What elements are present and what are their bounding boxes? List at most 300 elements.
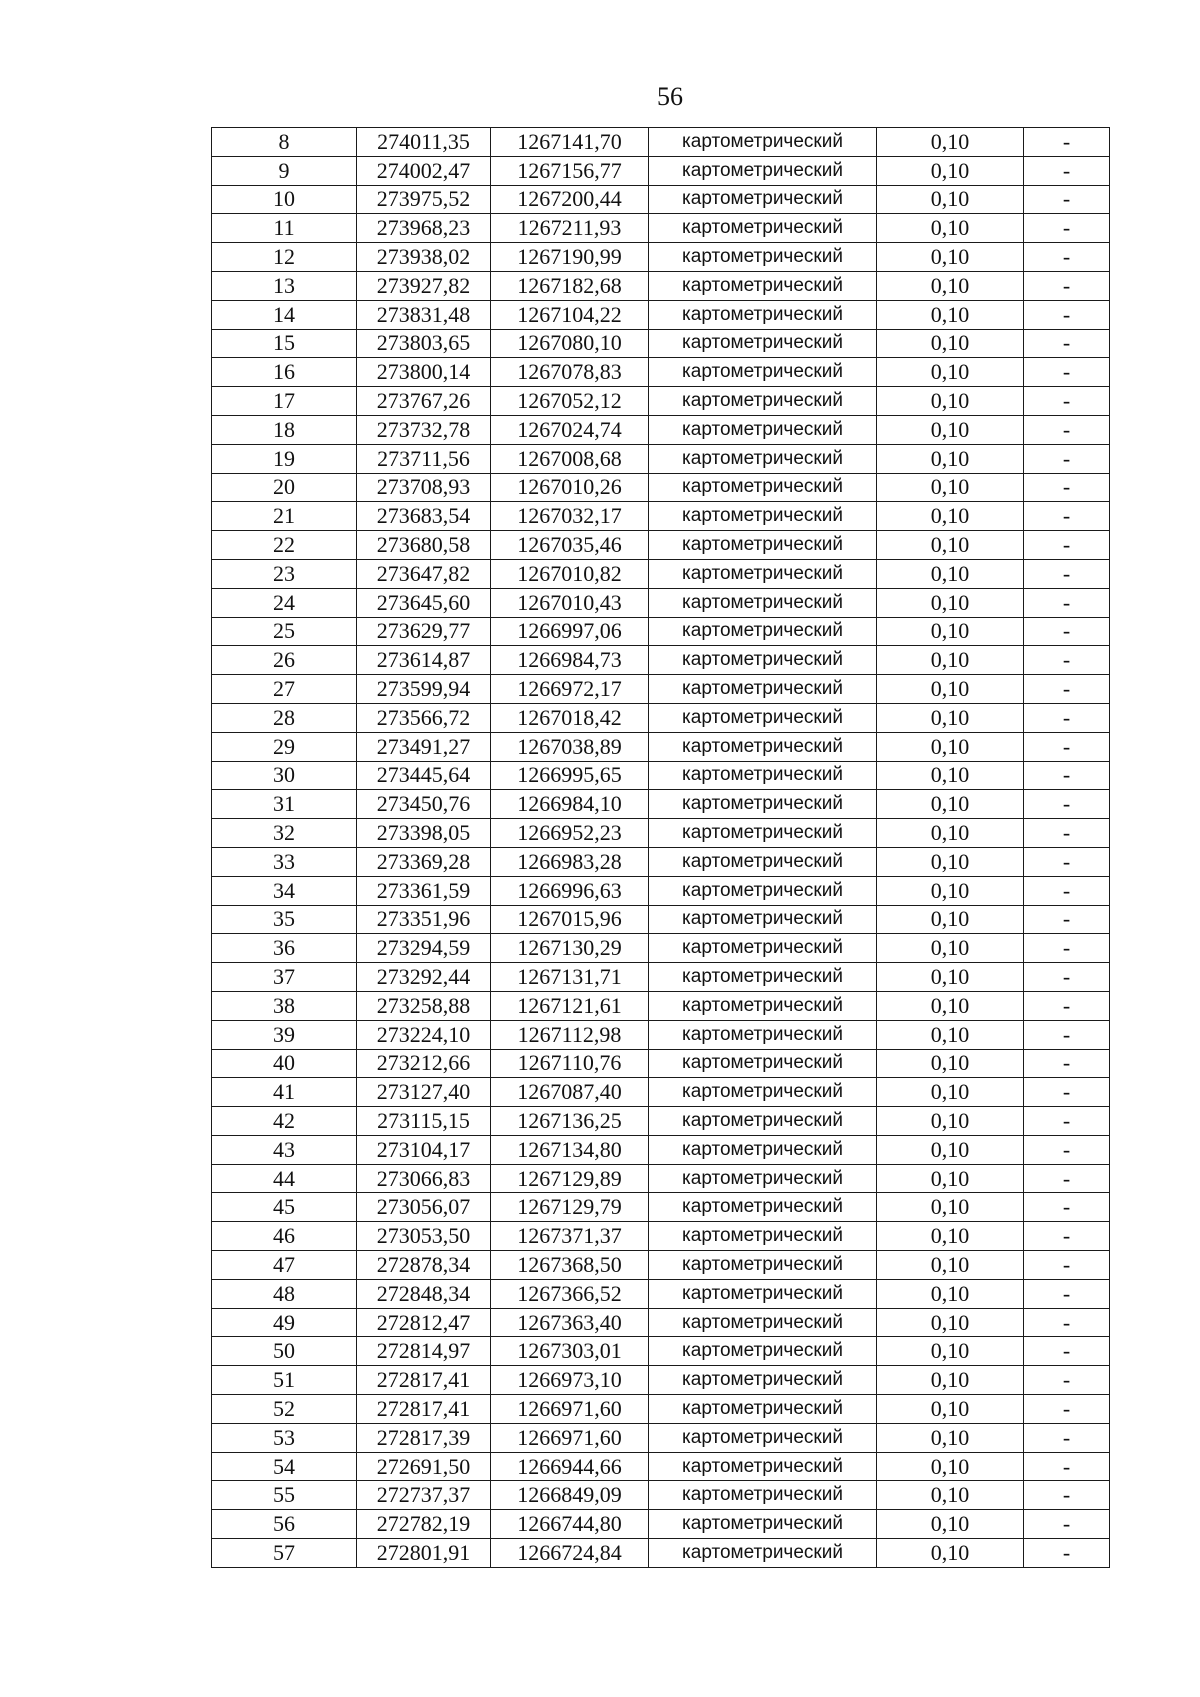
y-coordinate-cell: 1266983,28 — [491, 847, 649, 876]
x-coordinate-cell: 272691,50 — [357, 1452, 491, 1481]
y-coordinate-cell: 1267080,10 — [491, 329, 649, 358]
table-row — [212, 761, 1110, 790]
table-row — [212, 819, 1110, 848]
accuracy-cell: 0,10 — [877, 156, 1024, 185]
point-number-cell: 39 — [212, 1020, 357, 1049]
point-number-cell: 24 — [212, 588, 357, 617]
x-coordinate-cell: 274011,35 — [357, 128, 491, 157]
point-number-cell: 10 — [212, 185, 357, 214]
point-number-cell: 50 — [212, 1337, 357, 1366]
x-coordinate-cell: 273647,82 — [357, 559, 491, 588]
method-cell: картометрический — [649, 502, 877, 531]
point-number-cell: 36 — [212, 934, 357, 963]
method-cell: картометрический — [649, 1222, 877, 1251]
table-row — [212, 387, 1110, 416]
point-number-cell: 30 — [212, 761, 357, 790]
x-coordinate-cell: 273599,94 — [357, 675, 491, 704]
point-number-cell: 17 — [212, 387, 357, 416]
note-cell: - — [1024, 502, 1110, 531]
method-cell: картометрический — [649, 1395, 877, 1424]
table-row — [212, 415, 1110, 444]
method-cell: картометрический — [649, 1049, 877, 1078]
y-coordinate-cell: 1267130,29 — [491, 934, 649, 963]
method-cell: картометрический — [649, 963, 877, 992]
y-coordinate-cell: 1267368,50 — [491, 1251, 649, 1280]
y-coordinate-cell: 1267200,44 — [491, 185, 649, 214]
method-cell: картометрический — [649, 243, 877, 272]
accuracy-cell: 0,10 — [877, 847, 1024, 876]
method-cell: картометрический — [649, 790, 877, 819]
x-coordinate-cell: 273800,14 — [357, 358, 491, 387]
x-coordinate-cell: 273224,10 — [357, 1020, 491, 1049]
method-cell: картометрический — [649, 271, 877, 300]
accuracy-cell: 0,10 — [877, 185, 1024, 214]
table-row — [212, 991, 1110, 1020]
note-cell: - — [1024, 1510, 1110, 1539]
x-coordinate-cell: 273566,72 — [357, 703, 491, 732]
note-cell: - — [1024, 934, 1110, 963]
table-row — [212, 847, 1110, 876]
x-coordinate-cell: 273831,48 — [357, 300, 491, 329]
y-coordinate-cell: 1267363,40 — [491, 1308, 649, 1337]
point-number-cell: 11 — [212, 214, 357, 243]
table-row — [212, 444, 1110, 473]
note-cell: - — [1024, 675, 1110, 704]
method-cell: картометрический — [649, 1164, 877, 1193]
accuracy-cell: 0,10 — [877, 214, 1024, 243]
y-coordinate-cell: 1267303,01 — [491, 1337, 649, 1366]
x-coordinate-cell: 273127,40 — [357, 1078, 491, 1107]
x-coordinate-cell: 272782,19 — [357, 1510, 491, 1539]
y-coordinate-cell: 1267366,52 — [491, 1279, 649, 1308]
y-coordinate-cell: 1266971,60 — [491, 1395, 649, 1424]
y-coordinate-cell: 1267134,80 — [491, 1135, 649, 1164]
table-row — [212, 732, 1110, 761]
table-row — [212, 1020, 1110, 1049]
method-cell: картометрический — [649, 905, 877, 934]
point-number-cell: 23 — [212, 559, 357, 588]
accuracy-cell: 0,10 — [877, 761, 1024, 790]
note-cell: - — [1024, 1049, 1110, 1078]
point-number-cell: 56 — [212, 1510, 357, 1539]
point-number-cell: 52 — [212, 1395, 357, 1424]
y-coordinate-cell: 1266984,10 — [491, 790, 649, 819]
method-cell: картометрический — [649, 1510, 877, 1539]
point-number-cell: 27 — [212, 675, 357, 704]
note-cell: - — [1024, 387, 1110, 416]
note-cell: - — [1024, 271, 1110, 300]
note-cell: - — [1024, 185, 1110, 214]
accuracy-cell: 0,10 — [877, 646, 1024, 675]
method-cell: картометрический — [649, 387, 877, 416]
y-coordinate-cell: 1267035,46 — [491, 531, 649, 560]
y-coordinate-cell: 1267121,61 — [491, 991, 649, 1020]
method-cell: картометрический — [649, 1452, 877, 1481]
point-number-cell: 12 — [212, 243, 357, 272]
accuracy-cell: 0,10 — [877, 1366, 1024, 1395]
point-number-cell: 22 — [212, 531, 357, 560]
table-row — [212, 185, 1110, 214]
point-number-cell: 46 — [212, 1222, 357, 1251]
point-number-cell: 9 — [212, 156, 357, 185]
y-coordinate-cell: 1267110,76 — [491, 1049, 649, 1078]
accuracy-cell: 0,10 — [877, 703, 1024, 732]
note-cell: - — [1024, 1366, 1110, 1395]
accuracy-cell: 0,10 — [877, 1135, 1024, 1164]
method-cell: картометрический — [649, 1481, 877, 1510]
table-row — [212, 1423, 1110, 1452]
y-coordinate-cell: 1267131,71 — [491, 963, 649, 992]
table-row — [212, 1049, 1110, 1078]
note-cell: - — [1024, 819, 1110, 848]
point-number-cell: 55 — [212, 1481, 357, 1510]
y-coordinate-cell: 1267087,40 — [491, 1078, 649, 1107]
point-number-cell: 47 — [212, 1251, 357, 1280]
point-number-cell: 21 — [212, 502, 357, 531]
method-cell: картометрический — [649, 1251, 877, 1280]
x-coordinate-cell: 273708,93 — [357, 473, 491, 502]
x-coordinate-cell: 273629,77 — [357, 617, 491, 646]
note-cell: - — [1024, 214, 1110, 243]
method-cell: картометрический — [649, 1308, 877, 1337]
x-coordinate-cell: 273056,07 — [357, 1193, 491, 1222]
point-number-cell: 31 — [212, 790, 357, 819]
method-cell: картометрический — [649, 214, 877, 243]
note-cell: - — [1024, 1452, 1110, 1481]
method-cell: картометрический — [649, 1337, 877, 1366]
accuracy-cell: 0,10 — [877, 271, 1024, 300]
x-coordinate-cell: 273732,78 — [357, 415, 491, 444]
table-row — [212, 963, 1110, 992]
method-cell: картометрический — [649, 646, 877, 675]
x-coordinate-cell: 274002,47 — [357, 156, 491, 185]
accuracy-cell: 0,10 — [877, 358, 1024, 387]
note-cell: - — [1024, 1164, 1110, 1193]
table-row — [212, 1337, 1110, 1366]
point-number-cell: 29 — [212, 732, 357, 761]
y-coordinate-cell: 1266944,66 — [491, 1452, 649, 1481]
method-cell: картометрический — [649, 819, 877, 848]
point-number-cell: 18 — [212, 415, 357, 444]
point-number-cell: 54 — [212, 1452, 357, 1481]
x-coordinate-cell: 273292,44 — [357, 963, 491, 992]
note-cell: - — [1024, 1078, 1110, 1107]
x-coordinate-cell: 273711,56 — [357, 444, 491, 473]
point-number-cell: 26 — [212, 646, 357, 675]
y-coordinate-cell: 1266744,80 — [491, 1510, 649, 1539]
table-row — [212, 1107, 1110, 1136]
point-number-cell: 49 — [212, 1308, 357, 1337]
x-coordinate-cell: 273258,88 — [357, 991, 491, 1020]
note-cell: - — [1024, 1279, 1110, 1308]
note-cell: - — [1024, 559, 1110, 588]
method-cell: картометрический — [649, 185, 877, 214]
table-row — [212, 1193, 1110, 1222]
point-number-cell: 43 — [212, 1135, 357, 1164]
point-number-cell: 42 — [212, 1107, 357, 1136]
accuracy-cell: 0,10 — [877, 1078, 1024, 1107]
accuracy-cell: 0,10 — [877, 991, 1024, 1020]
method-cell: картометрический — [649, 1539, 877, 1568]
note-cell: - — [1024, 963, 1110, 992]
x-coordinate-cell: 273066,83 — [357, 1164, 491, 1193]
table-row — [212, 703, 1110, 732]
method-cell: картометрический — [649, 991, 877, 1020]
note-cell: - — [1024, 1481, 1110, 1510]
note-cell: - — [1024, 1337, 1110, 1366]
method-cell: картометрический — [649, 559, 877, 588]
note-cell: - — [1024, 905, 1110, 934]
x-coordinate-cell: 272817,39 — [357, 1423, 491, 1452]
x-coordinate-cell: 273927,82 — [357, 271, 491, 300]
table-row — [212, 1510, 1110, 1539]
point-number-cell: 41 — [212, 1078, 357, 1107]
note-cell: - — [1024, 156, 1110, 185]
note-cell: - — [1024, 444, 1110, 473]
method-cell: картометрический — [649, 473, 877, 502]
table-row — [212, 156, 1110, 185]
method-cell: картометрический — [649, 358, 877, 387]
table-row — [212, 934, 1110, 963]
table-row — [212, 588, 1110, 617]
note-cell: - — [1024, 1222, 1110, 1251]
table-row — [212, 329, 1110, 358]
method-cell: картометрический — [649, 1078, 877, 1107]
accuracy-cell: 0,10 — [877, 934, 1024, 963]
method-cell: картометрический — [649, 876, 877, 905]
y-coordinate-cell: 1267104,22 — [491, 300, 649, 329]
note-cell: - — [1024, 1135, 1110, 1164]
accuracy-cell: 0,10 — [877, 1337, 1024, 1366]
table-row — [212, 300, 1110, 329]
note-cell: - — [1024, 646, 1110, 675]
method-cell: картометрический — [649, 415, 877, 444]
y-coordinate-cell: 1267024,74 — [491, 415, 649, 444]
note-cell: - — [1024, 588, 1110, 617]
method-cell: картометрический — [649, 1020, 877, 1049]
table-row — [212, 559, 1110, 588]
accuracy-cell: 0,10 — [877, 617, 1024, 646]
method-cell: картометрический — [649, 531, 877, 560]
table-row — [212, 1481, 1110, 1510]
accuracy-cell: 0,10 — [877, 1251, 1024, 1280]
accuracy-cell: 0,10 — [877, 1279, 1024, 1308]
y-coordinate-cell: 1266971,60 — [491, 1423, 649, 1452]
x-coordinate-cell: 273115,15 — [357, 1107, 491, 1136]
accuracy-cell: 0,10 — [877, 329, 1024, 358]
table-row — [212, 128, 1110, 157]
x-coordinate-cell: 272814,97 — [357, 1337, 491, 1366]
table-row — [212, 1366, 1110, 1395]
method-cell: картометрический — [649, 128, 877, 157]
x-coordinate-cell: 273351,96 — [357, 905, 491, 934]
accuracy-cell: 0,10 — [877, 128, 1024, 157]
accuracy-cell: 0,10 — [877, 473, 1024, 502]
table-row — [212, 790, 1110, 819]
accuracy-cell: 0,10 — [877, 1049, 1024, 1078]
accuracy-cell: 0,10 — [877, 819, 1024, 848]
accuracy-cell: 0,10 — [877, 1539, 1024, 1568]
accuracy-cell: 0,10 — [877, 1193, 1024, 1222]
method-cell: картометрический — [649, 732, 877, 761]
note-cell: - — [1024, 243, 1110, 272]
accuracy-cell: 0,10 — [877, 300, 1024, 329]
accuracy-cell: 0,10 — [877, 905, 1024, 934]
x-coordinate-cell: 272817,41 — [357, 1395, 491, 1424]
y-coordinate-cell: 1267015,96 — [491, 905, 649, 934]
note-cell: - — [1024, 703, 1110, 732]
x-coordinate-cell: 273614,87 — [357, 646, 491, 675]
method-cell: картометрический — [649, 1193, 877, 1222]
table-row — [212, 1078, 1110, 1107]
accuracy-cell: 0,10 — [877, 444, 1024, 473]
table-row — [212, 675, 1110, 704]
accuracy-cell: 0,10 — [877, 732, 1024, 761]
y-coordinate-cell: 1266995,65 — [491, 761, 649, 790]
y-coordinate-cell: 1267010,43 — [491, 588, 649, 617]
point-number-cell: 48 — [212, 1279, 357, 1308]
x-coordinate-cell: 272737,37 — [357, 1481, 491, 1510]
table-row — [212, 617, 1110, 646]
page-number: 56 — [657, 82, 683, 111]
point-number-cell: 8 — [212, 128, 357, 157]
y-coordinate-cell: 1267182,68 — [491, 271, 649, 300]
table-row — [212, 502, 1110, 531]
note-cell: - — [1024, 991, 1110, 1020]
accuracy-cell: 0,10 — [877, 502, 1024, 531]
x-coordinate-cell: 273683,54 — [357, 502, 491, 531]
y-coordinate-cell: 1267010,26 — [491, 473, 649, 502]
note-cell: - — [1024, 847, 1110, 876]
y-coordinate-cell: 1266984,73 — [491, 646, 649, 675]
note-cell: - — [1024, 531, 1110, 560]
method-cell: картометрический — [649, 1107, 877, 1136]
note-cell: - — [1024, 1020, 1110, 1049]
y-coordinate-cell: 1267008,68 — [491, 444, 649, 473]
point-number-cell: 44 — [212, 1164, 357, 1193]
coordinates-table — [211, 127, 1110, 1568]
x-coordinate-cell: 273445,64 — [357, 761, 491, 790]
x-coordinate-cell: 272817,41 — [357, 1366, 491, 1395]
y-coordinate-cell: 1267032,17 — [491, 502, 649, 531]
point-number-cell: 38 — [212, 991, 357, 1020]
coordinates-table-body — [212, 128, 1110, 1568]
table-row — [212, 1539, 1110, 1568]
note-cell: - — [1024, 1251, 1110, 1280]
note-cell: - — [1024, 732, 1110, 761]
note-cell: - — [1024, 1308, 1110, 1337]
note-cell: - — [1024, 358, 1110, 387]
method-cell: картометрический — [649, 1423, 877, 1452]
y-coordinate-cell: 1266724,84 — [491, 1539, 649, 1568]
point-number-cell: 37 — [212, 963, 357, 992]
point-number-cell: 34 — [212, 876, 357, 905]
method-cell: картометрический — [649, 444, 877, 473]
accuracy-cell: 0,10 — [877, 415, 1024, 444]
x-coordinate-cell: 273053,50 — [357, 1222, 491, 1251]
table-row — [212, 1308, 1110, 1337]
table-row — [212, 1251, 1110, 1280]
accuracy-cell: 0,10 — [877, 1452, 1024, 1481]
table-row — [212, 1452, 1110, 1481]
y-coordinate-cell: 1267156,77 — [491, 156, 649, 185]
table-row — [212, 531, 1110, 560]
y-coordinate-cell: 1267136,25 — [491, 1107, 649, 1136]
y-coordinate-cell: 1267129,89 — [491, 1164, 649, 1193]
method-cell: картометрический — [649, 934, 877, 963]
method-cell: картометрический — [649, 675, 877, 704]
point-number-cell: 45 — [212, 1193, 357, 1222]
table-row — [212, 271, 1110, 300]
y-coordinate-cell: 1266997,06 — [491, 617, 649, 646]
table-row — [212, 358, 1110, 387]
table-row — [212, 905, 1110, 934]
point-number-cell: 20 — [212, 473, 357, 502]
y-coordinate-cell: 1267112,98 — [491, 1020, 649, 1049]
accuracy-cell: 0,10 — [877, 243, 1024, 272]
table-row — [212, 1395, 1110, 1424]
note-cell: - — [1024, 1107, 1110, 1136]
accuracy-cell: 0,10 — [877, 559, 1024, 588]
point-number-cell: 35 — [212, 905, 357, 934]
point-number-cell: 19 — [212, 444, 357, 473]
method-cell: картометрический — [649, 1279, 877, 1308]
x-coordinate-cell: 273212,66 — [357, 1049, 491, 1078]
accuracy-cell: 0,10 — [877, 1510, 1024, 1539]
point-number-cell: 16 — [212, 358, 357, 387]
note-cell: - — [1024, 1539, 1110, 1568]
y-coordinate-cell: 1267141,70 — [491, 128, 649, 157]
note-cell: - — [1024, 415, 1110, 444]
x-coordinate-cell: 273398,05 — [357, 819, 491, 848]
method-cell: картометрический — [649, 1135, 877, 1164]
accuracy-cell: 0,10 — [877, 675, 1024, 704]
y-coordinate-cell: 1267211,93 — [491, 214, 649, 243]
x-coordinate-cell: 272878,34 — [357, 1251, 491, 1280]
point-number-cell: 13 — [212, 271, 357, 300]
accuracy-cell: 0,10 — [877, 963, 1024, 992]
y-coordinate-cell: 1266849,09 — [491, 1481, 649, 1510]
table-row — [212, 243, 1110, 272]
x-coordinate-cell: 273968,23 — [357, 214, 491, 243]
point-number-cell: 53 — [212, 1423, 357, 1452]
accuracy-cell: 0,10 — [877, 876, 1024, 905]
note-cell: - — [1024, 876, 1110, 905]
y-coordinate-cell: 1266996,63 — [491, 876, 649, 905]
y-coordinate-cell: 1266952,23 — [491, 819, 649, 848]
point-number-cell: 51 — [212, 1366, 357, 1395]
accuracy-cell: 0,10 — [877, 588, 1024, 617]
accuracy-cell: 0,10 — [877, 1020, 1024, 1049]
accuracy-cell: 0,10 — [877, 1164, 1024, 1193]
y-coordinate-cell: 1267038,89 — [491, 732, 649, 761]
accuracy-cell: 0,10 — [877, 387, 1024, 416]
x-coordinate-cell: 273450,76 — [357, 790, 491, 819]
method-cell: картометрический — [649, 588, 877, 617]
point-number-cell: 15 — [212, 329, 357, 358]
y-coordinate-cell: 1267078,83 — [491, 358, 649, 387]
note-cell: - — [1024, 300, 1110, 329]
method-cell: картометрический — [649, 847, 877, 876]
method-cell: картометрический — [649, 761, 877, 790]
x-coordinate-cell: 272848,34 — [357, 1279, 491, 1308]
point-number-cell: 33 — [212, 847, 357, 876]
x-coordinate-cell: 272812,47 — [357, 1308, 491, 1337]
x-coordinate-cell: 273645,60 — [357, 588, 491, 617]
table-row — [212, 876, 1110, 905]
x-coordinate-cell: 273294,59 — [357, 934, 491, 963]
y-coordinate-cell: 1267371,37 — [491, 1222, 649, 1251]
